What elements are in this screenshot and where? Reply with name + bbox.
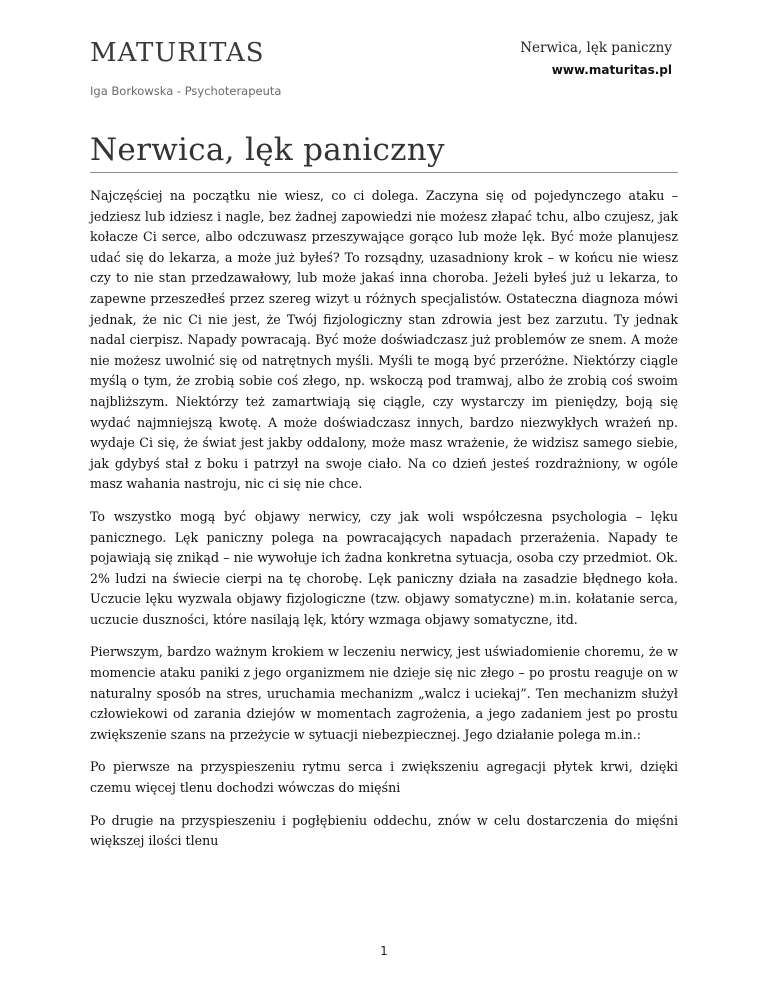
page-number: 1 [380, 944, 388, 958]
page-title: Nerwica, lęk paniczny [90, 132, 678, 173]
website-url: www.maturitas.pl [551, 63, 672, 77]
running-header-title: Nerwica, lęk paniczny [520, 40, 672, 56]
paragraph-second-effect: Po drugie na przyspieszeniu i pogłębieniu oddechu, znów w celu dostarczenia do mięśni większej ilości tlenu [90, 812, 678, 849]
article-body [90, 186, 678, 864]
site-logo: MATURITAS [90, 38, 265, 68]
paragraph-treatment: Pierwszym, bardzo ważnym krokiem w leczeniu nerwicy, jest uświadomienie choremu, że w momencie ataku paniki z jego organizmem nie dzieje się nic złego – po prostu reaguje on w naturalny sposób na stres, uruchamia mechanizm „walcz i uciekaj”. Ten mechanizm służył człowiekowi od zarania dziejów w momentach zagrożenia, a jego zadaniem jest po prostu zwiększenie szans na przeżycie w sytuacji niebezpiecznej. Jego działanie polega m.in.: [90, 644, 678, 742]
author-subtitle: Iga Borkowska - Psychoterapeuta [90, 84, 282, 98]
paragraph-first-effect: Po pierwsze na przyspieszeniu rytmu serca i zwiększeniu agregacji płytek krwi, dzięki czemu więcej tlenu dochodzi wówczas do mięśni [90, 759, 678, 796]
paragraph-intro: Najczęściej na początku nie wiesz, co ci dolega. Zaczyna się od pojedynczego ataku – jedziesz lub idziesz i nagle, bez żadnej zapowiedzi nie możesz złapać tchu, albo czujesz, jak kołacze Ci serce, albo odczuwasz przeszywające gorąco lub może lęk. Być może planujesz udać się do lekarza, a może już byłeś? To rozsądny, uzasadniony krok – w końcu nie wiesz czy to nie stan przedzawałowy, lub może jakaś inna choroba. Jeżeli byłeś już u lekarza, to zapewne przeszedłeś przez szereg wizyt u różnych specjalistów. Ostateczna diagnoza mówi jednak, że nic Ci nie jest, że Twój fizjologiczny stan zdrowia jest bez zarzutu. Ty jednak nadal cierpisz. Napady powracają. Być może doświadczasz już problemów ze snem. A może nie możesz uwolnić się od natrętnych myśli. Myśli te mogą być przeróżne. Niektórzy ciągle myślą o tym, że zrobią sobie coś złego, np. wskoczą pod tramwaj, albo że zrobią coś swoim najbliższym. Niektórzy też zamartwiają się ciągle, czy wystarczy im pieniędzy, boją się wydać najmniejszą kwotę. A może doświadczasz innych, bardzo niezwykłych wrażeń np. wydaje Ci się, że świat jest jakby oddalony, może masz wrażenie, że widzisz samego siebie, jak gdybyś stał z boku i patrzył na swoje ciało. Na co dzień jesteś rozdrażniony, w ogóle masz wahania nastroju, nic ci się nie chce. [90, 188, 678, 492]
paragraph-symptoms: To wszystko mogą być objawy nerwicy, czy jak woli współczesna psychologia – lęku panicznego. Lęk paniczny polega na powracających napadach przerażenia. Napady te pojawiają się znikąd – nie wywołuje ich żadna konkretna sytuacja, osoba czy przedmiot. Ok. 2% ludzi na świecie cierpi na tę chorobę. Lęk paniczny działa na zasadzie błędnego koła. Uczucie lęku wyzwala objawy fizjologiczne (tzw. objawy somatyczne) m.in. kołatanie serca, uczucie duszności, które nasilają lęk, który wzmaga objawy somatyczne, itd. [90, 508, 678, 627]
